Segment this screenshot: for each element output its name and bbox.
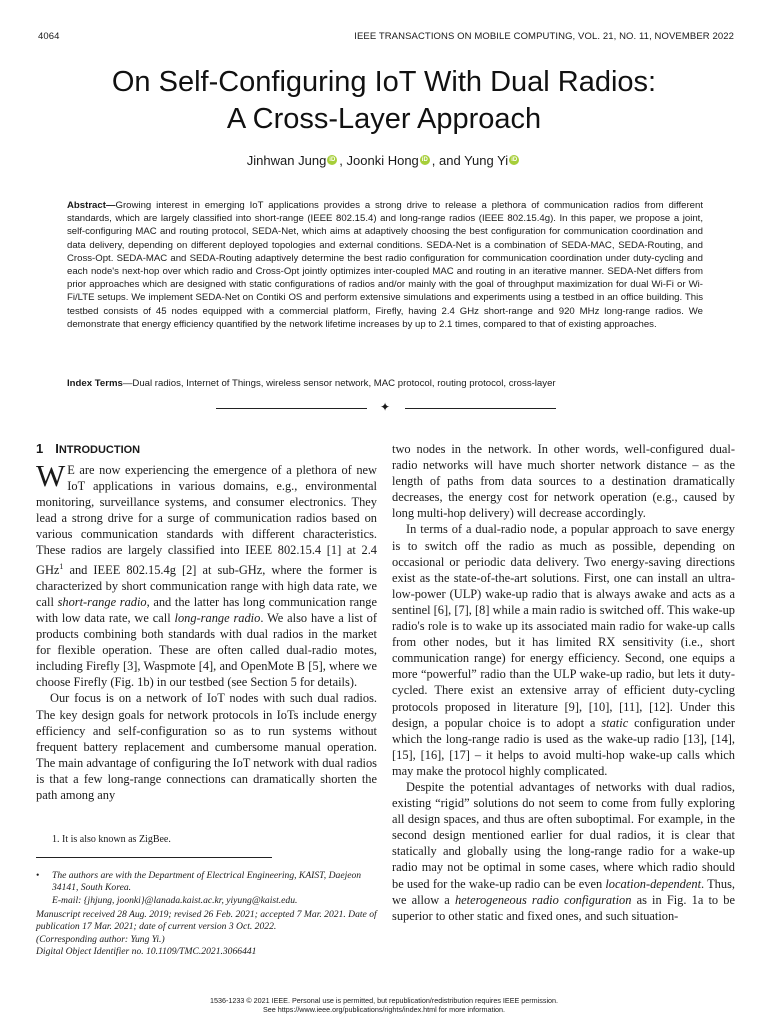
- text-run: and IEEE 802.15.4g [2] at sub-GHz, where the former is characterized by short communication range with high data rate, we call: [36, 562, 377, 609]
- footnote: 1. It is also known as ZigBee.: [52, 834, 171, 845]
- paragraph: [36, 458, 377, 690]
- author-2: , Joonki Hong: [339, 153, 419, 168]
- paragraph: Our focus is on a network of IoT nodes with such dual radios. The key design goals for network protocols in IoTs include energy efficiency and self-configuration so as to run systems without frequent battery replacement and cumbersome manual operation. The main advantage of configuring the IoT network with dual radios is that a few long-range connections can dramatically shorten the path among any: [36, 691, 377, 802]
- manuscript-info: [36, 909, 377, 959]
- right-column: [392, 441, 735, 924]
- text-run: are now experiencing the emergence of a plethora of new IoT applications in various domains, e.g., environmental monitoring, surveillance systems, and consumer electronics. They lead a strong drive for a surge of communication radios based on various communication standards with different characteristics. These radios are largely classified into IEEE 802.15.4 [1] at 2.4 GHz: [36, 463, 377, 577]
- emphasis: heterogeneous radio configuration: [454, 892, 632, 907]
- separator-line-left: [216, 408, 367, 409]
- doi: Digital Object Identifier no. 10.1109/TMC.2021.3066441: [36, 946, 257, 958]
- paragraph: two nodes in the network. In other words, well-configured dual-radio networks will have much shorter network distance – as the length of paths from data sources to a destination dramatically decreases, the energy cost for network operation (e.g., caused by long multi-hop delivery) will decrease accordingly.: [392, 442, 735, 521]
- footnote-rule: [36, 857, 272, 858]
- index-terms: [67, 377, 703, 390]
- emphasis: short-range radio: [57, 594, 147, 609]
- abstract: [67, 199, 703, 331]
- abstract-text: Growing interest in emerging IoT applications provides a strong drive to release a plethora of communication radios from different standards, which are largely classified into short-range (IEEE 802.15.4) and long-range radios (IEEE 802.15.4g). In this paper, we propose a joint, self-configuring MAC and routing protocol, SEDA-Net, which aims at adaptively choosing the best configuration for communication coordination and data delivery, depending on different deployed topologies and external conditions. SEDA-Net is a combination of SEDA-MAC, SEDA-Routing, and Cross-Opt. SEDA-MAC and SEDA-Routing adaptively determine the best radio configuration for communication coordination under duty-cycling and each node's next-hop over which radio and Cross-Opt jointly optimizes inter-coupled MAC and routing in an iterative manner. SEDA-Net differs from prior approaches which are designed with static configurations of radios and/or mainly with the goal of throughput maximization for dual Wi-Fi or Wi-Fi/LTE setups. We implement SEDA-Net on Contiki OS and perform extensive simulations and experiments using a testbed in an office building. This testbed consists of 45 nodes equipped with a commercial platform, Firefly, having 2.4 GHz short-range and 920 MHz long-range radios. We demonstrate that energy efficiency quantified by the network lifetime increases by up to 2.1 times, compared to that of existing approaches.: [67, 200, 703, 330]
- bullet: •: [36, 870, 40, 881]
- index-terms-label: Index Terms: [67, 378, 123, 389]
- affiliation-email: E-mail: {jhjung, joonki}@lanada.kaist.ac.kr, yiyung@kaist.edu.: [52, 894, 298, 906]
- index-terms-dash: —: [122, 378, 133, 389]
- copyright-footer: [0, 996, 768, 1014]
- copyright-line: 1536-1233 © 2021 IEEE. Personal use is permitted, but republication/redistribution requires IEEE permission.: [209, 996, 559, 1005]
- footnote-ref[interactable]: 1: [59, 561, 64, 571]
- title-line-1: On Self-Configuring IoT With Dual Radios:: [111, 66, 657, 98]
- section-heading: [36, 441, 140, 456]
- drop-cap: W: [36, 458, 66, 493]
- text-run: , and the latter has long communication range with low data rate, we call: [36, 594, 377, 625]
- page-number: 4064: [38, 31, 60, 42]
- text-run: . We also have a list of products combining both standards with dual radios in the market for flexible operation. These are often called dual-radio motes, including Firefly [3], Waspmote [4], and OpenMote B [5], where we choose Firefly (Fig. 1b) in our testbed (see Section 5 for details).: [36, 610, 377, 690]
- author-1: Jinhwan Jung: [246, 153, 327, 168]
- paragraph: [392, 521, 735, 779]
- separator-line-right: [405, 408, 556, 409]
- affiliation-text: The authors are with the Department of Electrical Engineering, KAIST, Daejeon 34141, South Korea.: [52, 870, 362, 894]
- left-column: [36, 458, 377, 803]
- orcid-icon[interactable]: iD: [511, 157, 518, 163]
- index-terms-text: Dual radios, Internet of Things, wireless sensor network, MAC protocol, routing protocol, cross-layer: [132, 378, 556, 389]
- emphasis: location-dependent: [605, 876, 702, 891]
- corresponding-author: (Corresponding author: Yung Yi.): [36, 933, 165, 945]
- separator-diamond-icon: ✦: [379, 400, 391, 414]
- text-run: configuration under which the long-range radio is used as the wake-up radio [13], [14], [15], [16], [17] – it helps to avoid multi-hop wake-up calls which may make the protocol highly complicated.: [392, 715, 735, 778]
- author-3: , and Yung Yi: [431, 153, 509, 168]
- text-run: Despite the potential advantages of networks with dual radios, existing “rigid” solutions do not seem to come from fully exploring all design spaces, and thus are often suboptimal. For example, in the second design mentioned earlier for dual radios, it is clear that statically and globally using the long-range radio for a wake-up radio may not be optimal in some cases, where which radio should be used for the wake-up radio can be even: [392, 779, 735, 891]
- rights-link[interactable]: See https://www.ieee.org/publications/rights/index.html for more information.: [262, 1005, 506, 1014]
- text-run: In terms of a dual-radio node, a popular approach to save energy is to switch off the radio as much as possible, depending on occasional or periodic data delivery. Two energy-saving directions exist as the state-of-the-art solutions. First, one can install an ultra-low-power (ULP) wake-up radio that is always awake and acts as a sentinel [6], [7], [8] while a main radio is switched off. This wake-up radio's role is to wake up its associated main radio for wake-up calls from other nodes, but it has limited RX sensitivity (i.e., short communication range) for energy efficiency. Second, one equips a more “powerful” radio than the ULP wake-up radio, but lets it duty-cycled. There exist an extensive array of efficient duty-cycling protocols proposed in literature [9], [10], [11], [12]. Under this design, a popular choice is to adopt a: [392, 522, 735, 730]
- paper-title: [40, 64, 728, 138]
- paragraph: [392, 779, 735, 924]
- journal-name: IEEE TRANSACTIONS ON MOBILE COMPUTING, VOL. 21, NO. 11, NOVEMBER 2022: [354, 31, 734, 42]
- orcid-icon[interactable]: iD: [329, 157, 336, 163]
- text-run: as in Fig. 1a to be superior to other static and fixed ones, and such situation-: [392, 892, 735, 923]
- affiliation-note: [36, 870, 377, 907]
- title-line-2: A Cross-Layer Approach: [226, 103, 542, 135]
- abstract-dash: —: [105, 200, 116, 211]
- emphasis: static: [601, 715, 629, 730]
- orcid-icon[interactable]: iD: [421, 157, 428, 163]
- section-number: 1: [36, 441, 44, 456]
- emphasis: long-range radio: [174, 610, 261, 625]
- text-run: . Thus, we allow a: [392, 876, 735, 907]
- section-title-initial: I: [55, 441, 59, 456]
- section-title-rest: NTRODUCTION: [58, 444, 141, 456]
- manuscript-dates: Manuscript received 28 Aug. 2019; revised 26 Feb. 2021; accepted 7 Mar. 2021. Date of publication 17 Mar. 2021; date of current version 3 Oct. 2022.: [36, 909, 377, 933]
- abstract-label: Abstract: [67, 200, 106, 211]
- dropcap-continuation: E: [67, 463, 75, 477]
- author-list: [40, 153, 728, 168]
